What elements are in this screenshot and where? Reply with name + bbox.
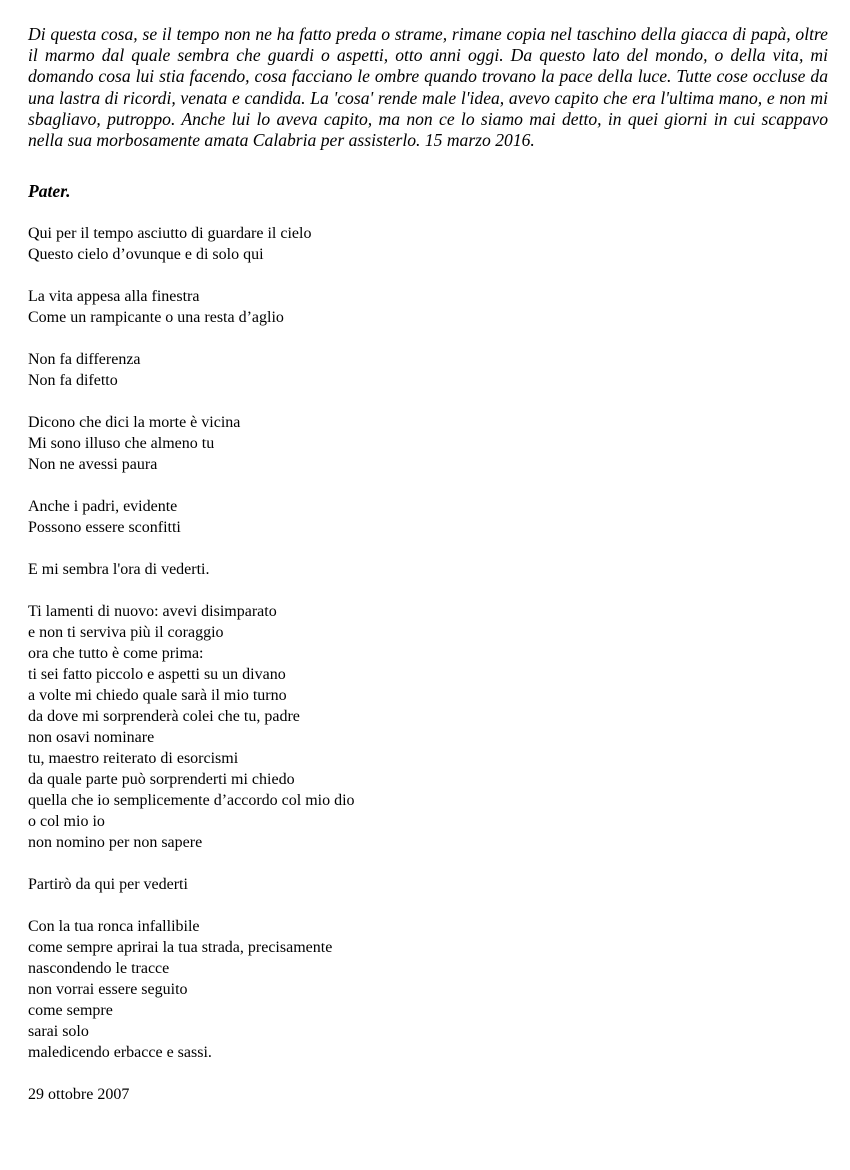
poem-line: Non fa difetto — [28, 372, 118, 390]
poem-line: nascondendo le tracce — [28, 960, 170, 978]
poem-line: Ti lamenti di nuovo: avevi disimparato — [28, 603, 277, 621]
poem-line: tu, maestro reiterato di esorcismi — [28, 750, 239, 768]
poem-line: Come un rampicante o una resta d’aglio — [28, 309, 284, 327]
poem-line: Con la tua ronca infallibile — [28, 918, 200, 936]
poem-line: Anche i padri, evidente — [28, 498, 178, 516]
stanza — [28, 496, 828, 538]
poem-line: maledicendo erbacce e sassi. — [28, 1044, 212, 1062]
poem-line: a volte mi chiedo quale sarà il mio turno — [28, 687, 287, 705]
poem-date: 29 ottobre 2007 — [28, 1086, 130, 1104]
stanza — [28, 223, 828, 265]
poem-line: come sempre — [28, 1002, 113, 1020]
poem-line: Non ne avessi paura — [28, 456, 158, 474]
poem-line: Questo cielo d’ovunque e di solo qui — [28, 246, 264, 264]
poem-line: da quale parte può sorprenderti mi chiedo — [28, 771, 295, 789]
stanza — [28, 349, 828, 391]
stanza — [28, 874, 828, 895]
poem-line: sarai solo — [28, 1023, 89, 1041]
poem-line: Possono essere sconfitti — [28, 519, 181, 537]
poem-line: Qui per il tempo asciutto di guardare il cielo — [28, 225, 312, 243]
poem-line: non vorrai essere seguito — [28, 981, 188, 999]
stanza — [28, 916, 828, 1063]
poem-line: Partirò da qui per vederti — [28, 876, 188, 894]
poem-line: quella che io semplicemente d’accordo col mio dio — [28, 792, 355, 810]
stanza — [28, 412, 828, 475]
stanza — [28, 559, 828, 580]
poem-line: ora che tutto è come prima: — [28, 645, 204, 663]
poem-line: e non ti serviva più il coraggio — [28, 624, 224, 642]
poem-line: ti sei fatto piccolo e aspetti su un divano — [28, 666, 286, 684]
intro-paragraph: Di questa cosa, se il tempo non ne ha fatto preda o strame, rimane copia nel taschino della giacca di papà, oltre il marmo dal quale sembra che guardi o aspetti, otto anni oggi. Da questo lato del mondo, o della vita, mi domando cosa lui stia facendo, cosa facciano le ombre quando trovano la pace della luce. Tutte cose occluse da una lastra di ricordi, venata e candida. La 'cosa' rende male l'idea, avevo capito che era l'ultima mano, e non mi sbagliavo, putroppo. Anche lui lo aveva capito, ma non ce lo siamo mai detto, in quei giorni in cui scappavo nella sua morbosamente amata Calabria per assisterlo. 15 marzo 2016. — [28, 24, 828, 151]
stanza — [28, 601, 828, 853]
poem-line: Mi sono illuso che almeno tu — [28, 435, 215, 453]
poem-line: La vita appesa alla finestra — [28, 288, 200, 306]
poem-line: da dove mi sorprenderà colei che tu, padre — [28, 708, 300, 726]
poem-line: Non fa differenza — [28, 351, 141, 369]
poem-line: non nomino per non sapere — [28, 834, 203, 852]
poem-body — [28, 223, 828, 1105]
poem-line: o col mio io — [28, 813, 105, 831]
poem-line: E mi sembra l'ora di vederti. — [28, 561, 210, 579]
poem-line: Dicono che dici la morte è vicina — [28, 414, 241, 432]
document-page — [28, 24, 828, 1105]
poem-line: come sempre aprirai la tua strada, precisamente — [28, 939, 333, 957]
stanza — [28, 286, 828, 328]
poem-title: Pater. — [28, 181, 71, 202]
poem-line: non osavi nominare — [28, 729, 155, 747]
